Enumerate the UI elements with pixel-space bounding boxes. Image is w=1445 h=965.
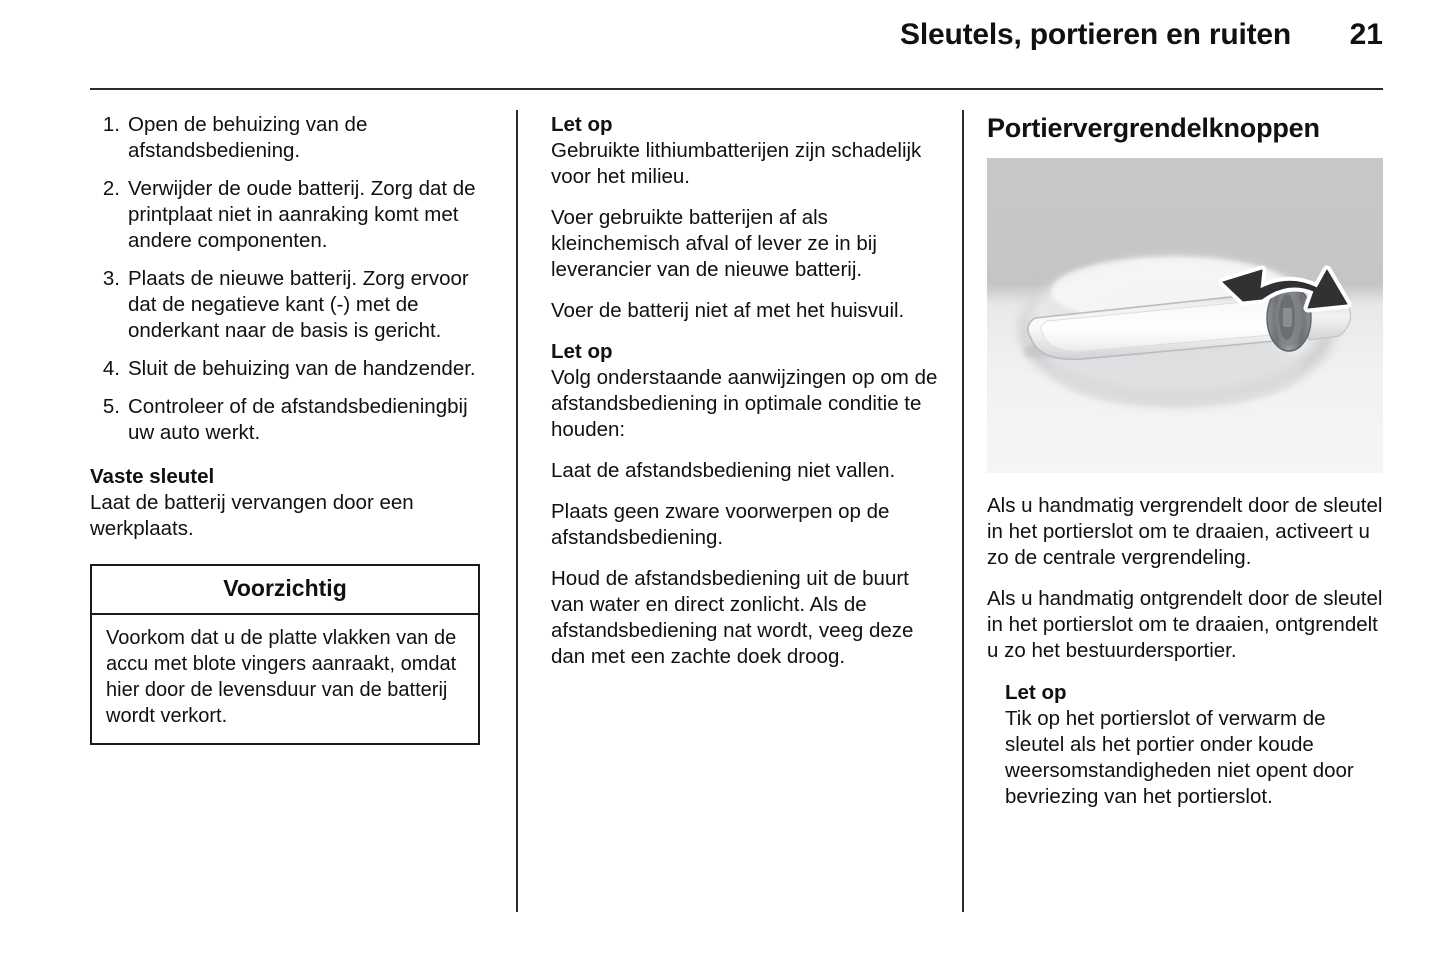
column-two (551, 112, 943, 685)
list-item-text: Sluit de behuizing van de handzender. (128, 357, 476, 380)
paragraph-manual-lock: Als u handmatig vergrendelt door de sleutel in het portierslot om te draaien, activeert u zo de centrale vergrendeling. (987, 494, 1383, 569)
door-handle-figure (987, 158, 1383, 473)
note-heading: Let op (551, 113, 613, 136)
vaste-sleutel-section (90, 464, 490, 542)
list-item (90, 266, 490, 344)
list-item-text: Open de behuizing van de afstandsbediening. (128, 113, 368, 162)
paragraph-chemical-waste: Voer gebruikte batterijen af als kleinchemisch afval of lever ze in bij leverancier van de nieuwe batterij. (551, 206, 877, 281)
caution-box-title: Voorzichtig (92, 566, 478, 615)
page-title: Sleutels, portieren en ruiten (900, 18, 1291, 51)
column-divider-2 (962, 110, 964, 912)
list-item-number: 3. (102, 267, 120, 290)
paragraph-no-heavy-objects: Plaats geen zware voorwerpen op de afstandsbediening. (551, 500, 890, 549)
section-heading-door-lock-buttons: Portiervergrendelknoppen (987, 113, 1320, 143)
caution-box-body: Voorkom dat u de platte vlakken van de accu met blote vingers aanraakt, omdat hier door de levensduur van de batterij wordt verkort. (106, 627, 457, 727)
page-number: 21 (1349, 18, 1383, 51)
column-one (90, 112, 490, 745)
list-item (90, 356, 490, 382)
list-item-number: 4. (102, 357, 120, 380)
header-divider-rule (90, 88, 1383, 90)
paragraph-household-waste: Voer de batterij niet af met het huisvuil. (551, 299, 905, 322)
battery-replacement-steps (90, 112, 490, 446)
page-header (90, 18, 1383, 52)
caution-box (90, 564, 480, 745)
door-handle-illustration (987, 158, 1383, 473)
column-three (987, 112, 1383, 810)
list-item (90, 112, 490, 164)
note-block-care (551, 339, 943, 443)
paragraph-do-not-drop: Laat de afstandsbediening niet vallen. (551, 459, 896, 482)
note-heading: Let op (1005, 681, 1067, 704)
list-item (90, 176, 490, 254)
paragraph-manual-unlock: Als u handmatig ontgrendelt door de sleutel in het portierslot om te draaien, ontgrendelt u zo het bestuurdersportier. (987, 587, 1383, 662)
note-heading: Let op (551, 340, 613, 363)
note-body: Volg onderstaande aanwijzingen op om de afstandsbediening in optimale conditie te houden: (551, 366, 938, 441)
list-item-number: 2. (102, 177, 120, 200)
note-body: Tik op het portierslot of verwarm de sleutel als het portier onder koude weersomstandigheden niet opent door bevriezing van het portierslot. (1005, 707, 1354, 808)
note-body: Gebruikte lithiumbatterijen zijn schadelijk voor het milieu. (551, 139, 922, 188)
paragraph-keep-dry: Houd de afstandsbediening uit de buurt van water en direct zonlicht. Als de afstandsbediening nat wordt, veeg deze dan met een zachte doek droog. (551, 567, 914, 668)
list-item-number: 1. (102, 113, 120, 136)
note-block-disposal (551, 112, 943, 190)
note-block-frozen-lock (987, 680, 1383, 810)
vaste-sleutel-body: Laat de batterij vervangen door een werkplaats. (90, 491, 414, 540)
list-item-text: Plaats de nieuwe batterij. Zorg ervoor dat de negatieve kant (-) met de onderkant naar de basis is gericht. (128, 267, 469, 342)
vaste-sleutel-heading: Vaste sleutel (90, 465, 215, 488)
list-item-text: Verwijder de oude batterij. Zorg dat de printplaat niet in aanraking komt met andere componenten. (128, 177, 476, 252)
list-item-number: 5. (102, 395, 120, 418)
list-item (90, 394, 490, 446)
list-item-text: Controleer of de afstandsbedieningbij uw auto werkt. (128, 395, 468, 444)
column-divider-1 (516, 110, 518, 912)
